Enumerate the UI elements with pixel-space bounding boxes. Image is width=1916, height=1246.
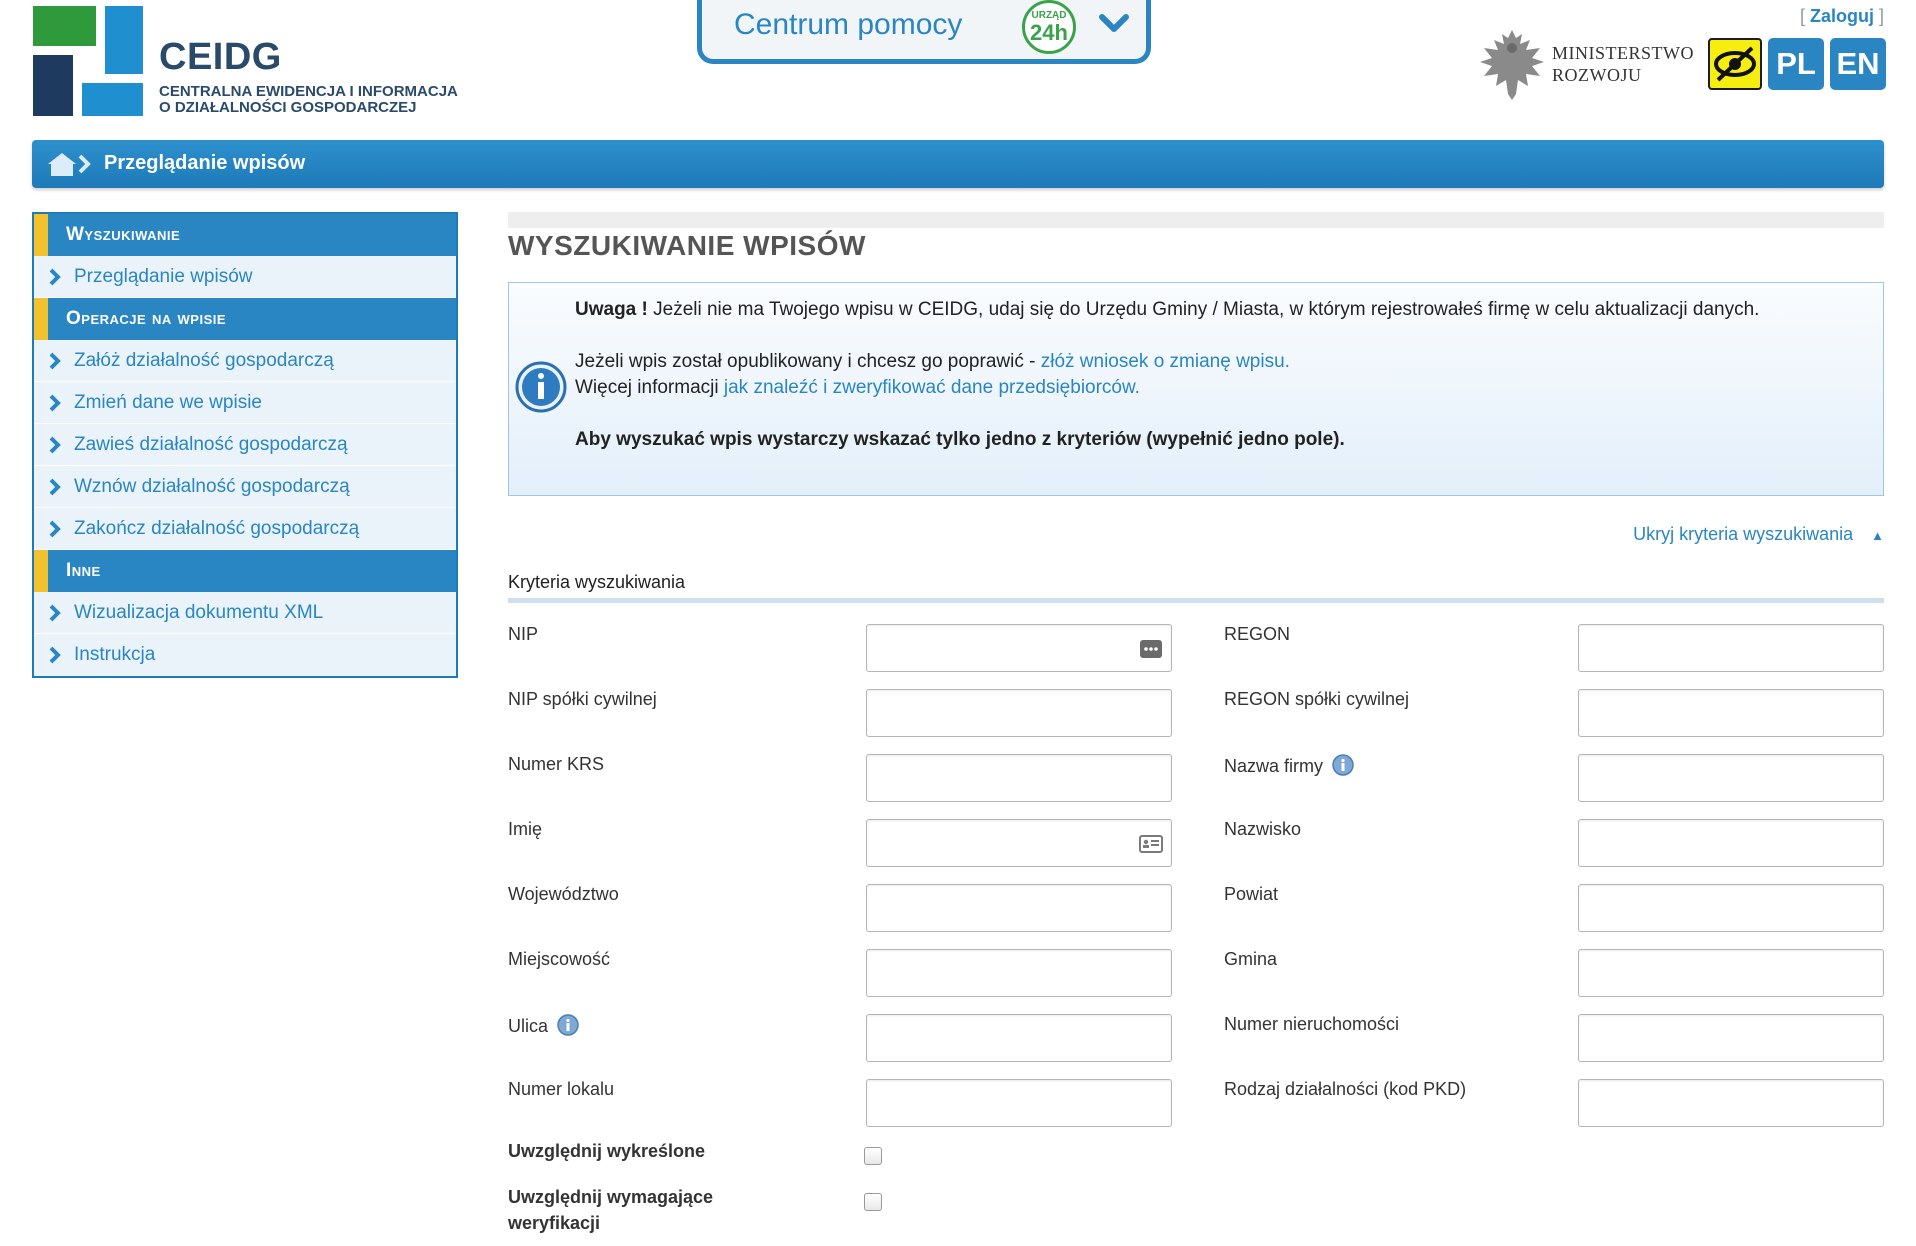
krs-label: Numer KRS (508, 754, 605, 774)
correction-text: Jeżeli wpis został opublikowany i chcesz go poprawić - (575, 351, 1041, 372)
page-header (0, 0, 1916, 140)
pkd-code-label: Rodzaj działalności (kod PKD) (1224, 1079, 1467, 1099)
info-tooltip-icon[interactable] (557, 1014, 579, 1036)
criteria-divider (508, 598, 1884, 603)
nip-input[interactable] (866, 624, 1172, 672)
eye-icon (1710, 40, 1760, 88)
sidebar-section-other: Inne (34, 550, 456, 592)
polish-eagle-emblem-icon (1476, 26, 1548, 102)
sidebar-item-label: Instrukcja (74, 644, 156, 665)
street-input[interactable] (866, 1014, 1172, 1062)
county-input[interactable] (1578, 884, 1884, 932)
chevron-right-icon (48, 478, 62, 496)
chevron-right-icon (48, 520, 62, 538)
include-deleted-label: Uwzględnij wykreślone (508, 1141, 706, 1161)
brand-subtitle-line2: O DZIAŁALNOŚCI GOSPODARCZEJ (159, 99, 417, 116)
pkd-code-input[interactable] (1578, 1079, 1884, 1127)
info-tooltip-icon[interactable] (1332, 754, 1354, 776)
logo-square-blue-top (105, 6, 143, 74)
criteria-note: Aby wyszukać wpis wystarczy wskazać tylko jedno z kryteriów (wypełnić jedno pole). (575, 429, 1345, 450)
krs-input[interactable] (866, 754, 1172, 802)
keyboard-dots-icon[interactable] (1139, 637, 1163, 661)
logo-square-blue-bottom (82, 83, 143, 116)
breadcrumb-current: Przeglądanie wpisów (104, 152, 306, 174)
municipality-label: Gmina (1224, 949, 1278, 969)
municipality-input[interactable] (1578, 949, 1884, 997)
triangle-up-icon: ▲ (1871, 528, 1884, 543)
regon-label: REGON (1224, 624, 1291, 644)
apartment-number-input[interactable] (866, 1079, 1172, 1127)
county-label: Powiat (1224, 884, 1279, 904)
regon-input[interactable] (1578, 624, 1884, 672)
brand-subtitle (159, 84, 519, 116)
language-pl-button[interactable]: PL (1768, 38, 1824, 90)
contact-card-icon[interactable] (1139, 832, 1163, 856)
info-correction (575, 349, 1871, 401)
sidebar-section-operations: Operacje na wpisie (34, 298, 456, 340)
ministry-name[interactable] (1552, 42, 1694, 86)
chevron-right-icon (48, 646, 62, 664)
title-strip (508, 212, 1884, 228)
brand-subtitle-line1: CENTRALNA EWIDENCJA I INFORMACJA (159, 83, 458, 100)
chevron-right-icon (48, 604, 62, 622)
hide-criteria-toggle[interactable] (1633, 524, 1884, 545)
more-info-text: Więcej informacji (575, 377, 724, 398)
help-center-label: Centrum pomocy (734, 8, 963, 41)
nip-partnership-label: NIP spółki cywilnej (508, 689, 657, 709)
apartment-number-label: Numer lokalu (508, 1079, 615, 1099)
sidebar (32, 212, 458, 678)
sidebar-item-suspend-business[interactable] (34, 424, 456, 466)
warning-text: Jeżeli nie ma Twojego wpisu w CEIDG, udaj się do Urzędu Gminy / Miasta, w którym rejestrowałeś firmę w celu aktualizacji danych. (647, 299, 1760, 320)
login-bracket-left: [ (1799, 6, 1810, 26)
logo-square-green (33, 6, 96, 46)
company-name-input[interactable] (1578, 754, 1884, 802)
page-title: WYSZUKIWANIE WPISÓW (508, 230, 866, 261)
regon-partnership-input[interactable] (1578, 689, 1884, 737)
login-link[interactable] (1800, 6, 1884, 27)
info-notice (508, 282, 1884, 496)
voivodeship-input[interactable] (866, 884, 1172, 932)
sidebar-item-resume-business[interactable] (34, 466, 456, 508)
sidebar-item-browse-entries[interactable] (34, 256, 456, 298)
first-name-input[interactable] (866, 819, 1172, 867)
street-text: Ulica (508, 1016, 549, 1036)
badge-main-text: 24h (1030, 20, 1068, 45)
voivodeship-label: Województwo (508, 884, 619, 904)
include-deleted-checkbox[interactable] (864, 1147, 882, 1165)
chevron-right-icon (48, 352, 62, 370)
sidebar-item-label: Przeglądanie wpisów (74, 266, 253, 287)
city-input[interactable] (866, 949, 1172, 997)
sidebar-item-close-business[interactable] (34, 508, 456, 550)
logo-square-navy (33, 55, 73, 116)
info-icon (515, 361, 567, 413)
sidebar-item-label: Wizualizacja dokumentu XML (74, 602, 324, 623)
sidebar-item-label: Zmień dane we wpisie (74, 392, 262, 413)
company-name-label (1224, 754, 1354, 777)
sidebar-item-instructions[interactable] (34, 634, 456, 676)
info-text (575, 297, 1871, 479)
company-name-text: Nazwa firmy (1224, 756, 1324, 776)
nip-partnership-input[interactable] (866, 689, 1172, 737)
property-number-label: Numer nieruchomości (1224, 1014, 1400, 1034)
city-label: Miejscowość (508, 949, 611, 969)
login-bracket-right: ] (1873, 6, 1884, 26)
badge-top-text: URZĄD (1031, 10, 1067, 21)
verify-data-link[interactable]: jak znaleźć i zweryfikować dane przedsiębiorców. (723, 377, 1140, 398)
info-criteria-note (575, 427, 1871, 453)
ceidg-logo[interactable] (33, 6, 143, 116)
criteria-section-label: Kryteria wyszukiwania (508, 572, 686, 592)
first-name-label: Imię (508, 819, 543, 839)
chevron-down-icon[interactable] (1094, 4, 1134, 44)
sidebar-item-change-entry[interactable] (34, 382, 456, 424)
sidebar-item-xml-visualization[interactable] (34, 592, 456, 634)
warning-label: Uwaga ! (575, 299, 648, 320)
sidebar-item-label: Zakończ działalność gospodarczą (74, 518, 360, 539)
brand-name: CEIDG (159, 36, 282, 78)
street-label (508, 1014, 579, 1037)
sidebar-item-label: Zawieś działalność gospodarczą (74, 434, 348, 455)
nip-label: NIP (508, 624, 539, 644)
chevron-right-icon (48, 268, 62, 286)
ministry-line2: ROZWOJU (1552, 65, 1642, 85)
info-warning (575, 297, 1871, 323)
include-unverified-label: Uwzględnij wymagające weryfikacji (508, 1187, 714, 1233)
last-name-input[interactable] (1578, 819, 1884, 867)
change-request-link[interactable]: złóż wniosek o zmianę wpisu. (1040, 351, 1290, 372)
language-en-button[interactable]: EN (1830, 38, 1886, 90)
login-label[interactable]: Zaloguj (1809, 6, 1874, 26)
sidebar-item-label: Wznów działalność gospodarczą (74, 476, 350, 497)
property-number-input[interactable] (1578, 1014, 1884, 1062)
office-24h-badge-icon (1022, 0, 1076, 54)
breadcrumb (32, 140, 1884, 188)
help-center-dropdown[interactable] (697, 0, 1151, 64)
last-name-label: Nazwisko (1224, 819, 1302, 839)
chevron-right-icon (48, 436, 62, 454)
sidebar-item-register-business[interactable] (34, 340, 456, 382)
regon-partnership-label: REGON spółki cywilnej (1224, 689, 1410, 709)
include-unverified-checkbox[interactable] (864, 1193, 882, 1211)
ministry-line1: MINISTERSTWO (1552, 43, 1694, 63)
home-icon[interactable] (46, 150, 92, 178)
chevron-right-icon (48, 394, 62, 412)
sidebar-item-label: Załóż działalność gospodarczą (74, 350, 334, 371)
accessibility-contrast-button[interactable] (1708, 38, 1762, 90)
sidebar-section-search: Wyszukiwanie (34, 214, 456, 256)
hide-criteria-label: Ukryj kryteria wyszukiwania (1633, 524, 1854, 544)
